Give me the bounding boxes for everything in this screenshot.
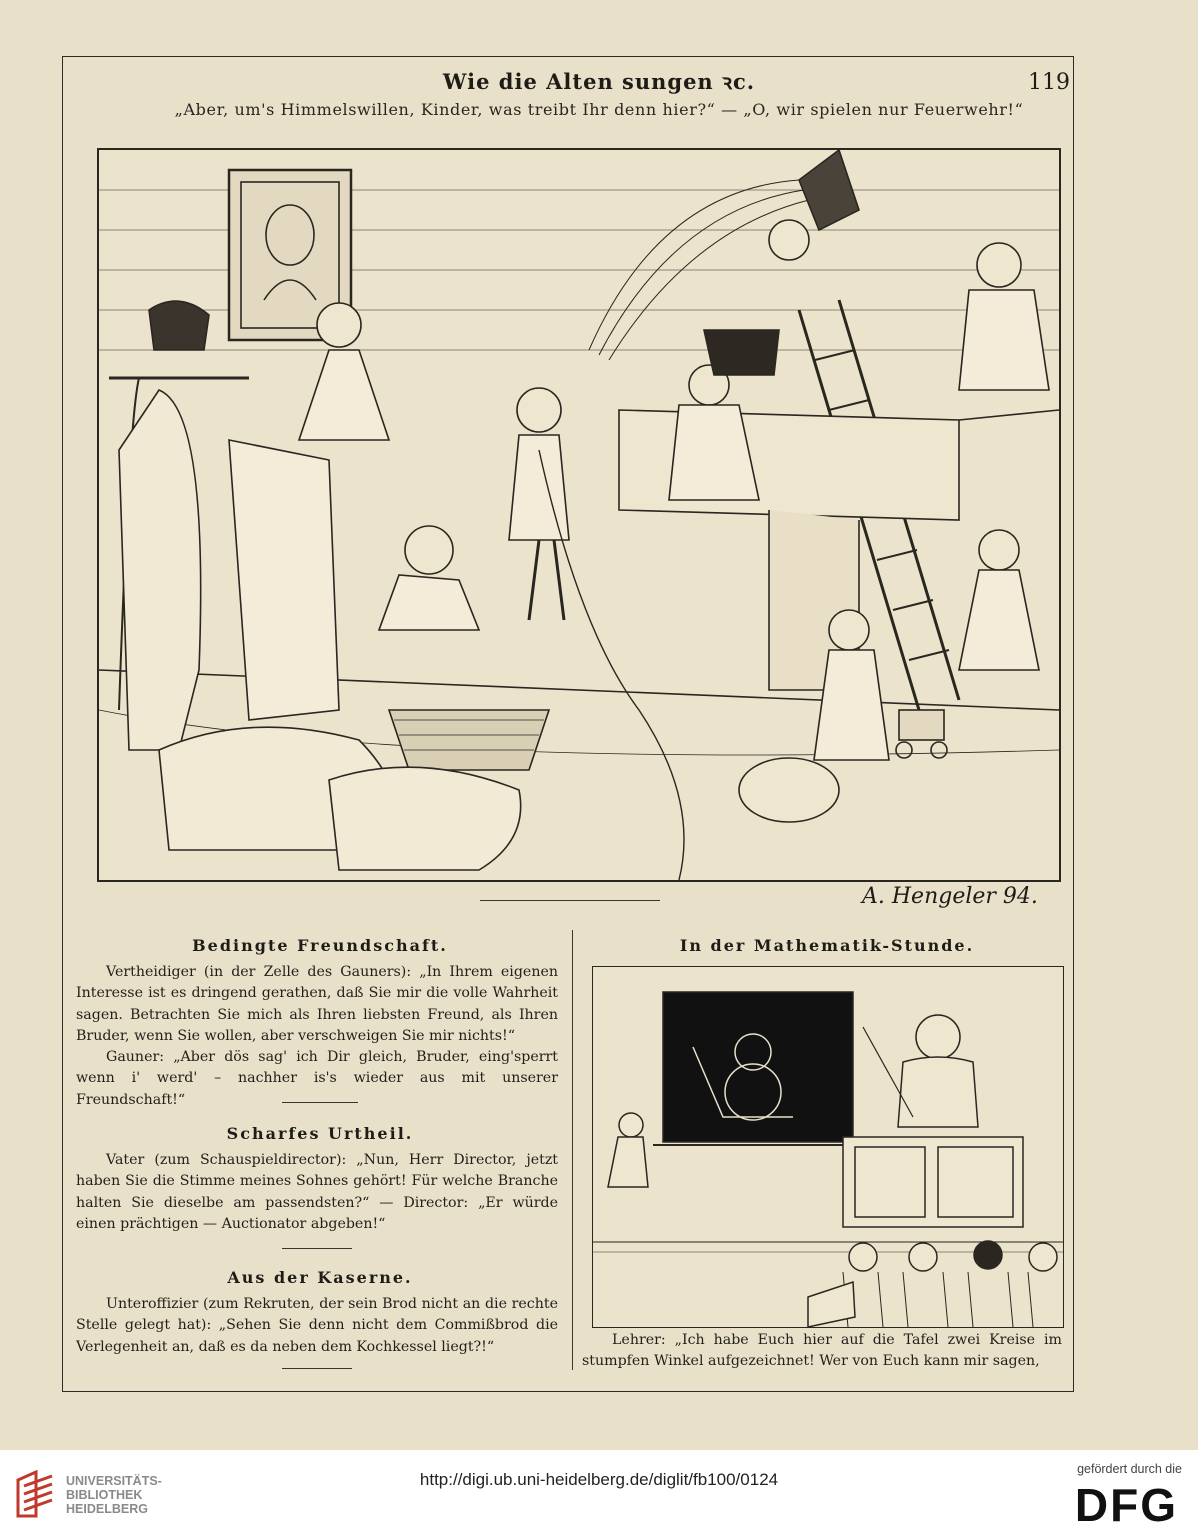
divider (282, 1368, 352, 1369)
illustration-caption: „Aber, um's Himmelswillen, Kinder, was treibt Ihr denn hier?“ — „O, wir spielen nur Feuerwehr!“ (174, 100, 1024, 119)
column-divider (572, 930, 573, 1370)
library-name-line: HEIDELBERG (66, 1502, 148, 1516)
section-body-freundschaft (76, 962, 558, 1111)
section-body-kaserne (76, 1294, 558, 1358)
source-url-link[interactable]: http://digi.ub.uni-heidelberg.de/diglit/fb100/0124 (419, 1470, 779, 1489)
page-title: Wie die Alten sungen ꝛc. (442, 69, 756, 94)
dfg-logo: DFG (1074, 1479, 1178, 1531)
main-illustration (97, 148, 1061, 882)
divider (480, 900, 660, 901)
section-title-urtheil: Scharfes Urtheil. (226, 1124, 414, 1143)
paragraph: Vater (zum Schauspieldirector): „Nun, Herr Director, jetzt haben Sie die Stimme meines Sohnes gehört! Für welche Branche halten Sie dieselbe am passendsten?“ — Director: „Er würde einen prächtigen — Auctionator abgeben!“ (76, 1152, 558, 1232)
divider (282, 1248, 352, 1249)
paragraph: Lehrer: „Ich habe Euch hier auf die Tafel zwei Kreise im stumpfen Winkel aufgezeichnet! Wer von Euch kann mir sagen, (582, 1332, 1062, 1370)
footer-bar (0, 1450, 1198, 1537)
section-title-kaserne: Aus der Kaserne. (227, 1268, 413, 1287)
library-name-line: BIBLIOTHEK (66, 1488, 143, 1502)
section-title-freundschaft: Bedingte Freundschaft. (192, 936, 448, 955)
nursery-fire-brigade-drawing (99, 150, 1059, 880)
paragraph: Gauner: „Aber dös sag' ich Dir gleich, Bruder, eing'sperrt wenn i' werd' – nachher is's wieder aus mit unserer Freundschaft!“ (76, 1049, 558, 1108)
artist-signature: A. Hengeler 94. (862, 884, 1038, 909)
math-caption (582, 1330, 1062, 1373)
classroom-drawing (593, 967, 1063, 1327)
funded-by-label: gefördert durch die (1077, 1462, 1182, 1476)
page-number: 119 (1028, 70, 1070, 95)
paragraph: Unteroffizier (zum Rekruten, der sein Brod nicht an die rechte Stelle gelegt hat): „Sehen Sie denn nicht dem Commißbrod die Verlegenheit an, daß es da neben dem Kochkessel liegt?!“ (76, 1296, 558, 1355)
math-lesson-illustration (592, 966, 1064, 1328)
paragraph: Vertheidiger (in der Zelle des Gauners): „In Ihrem eigenen Interesse ist es dringend gerathen, daß Sie mir die volle Wahrheit sagen. Betrachten Sie mich als Ihren liebsten Freund, als Ihren Bruder, wenn Sie wollen, aber verschweigen Sie mir nichts!“ (76, 964, 558, 1044)
section-body-urtheil (76, 1150, 558, 1235)
section-title-mathematik: In der Mathematik-Stunde. (679, 936, 975, 955)
divider (282, 1102, 358, 1103)
library-name-line: UNIVERSITÄTS- (66, 1474, 162, 1488)
